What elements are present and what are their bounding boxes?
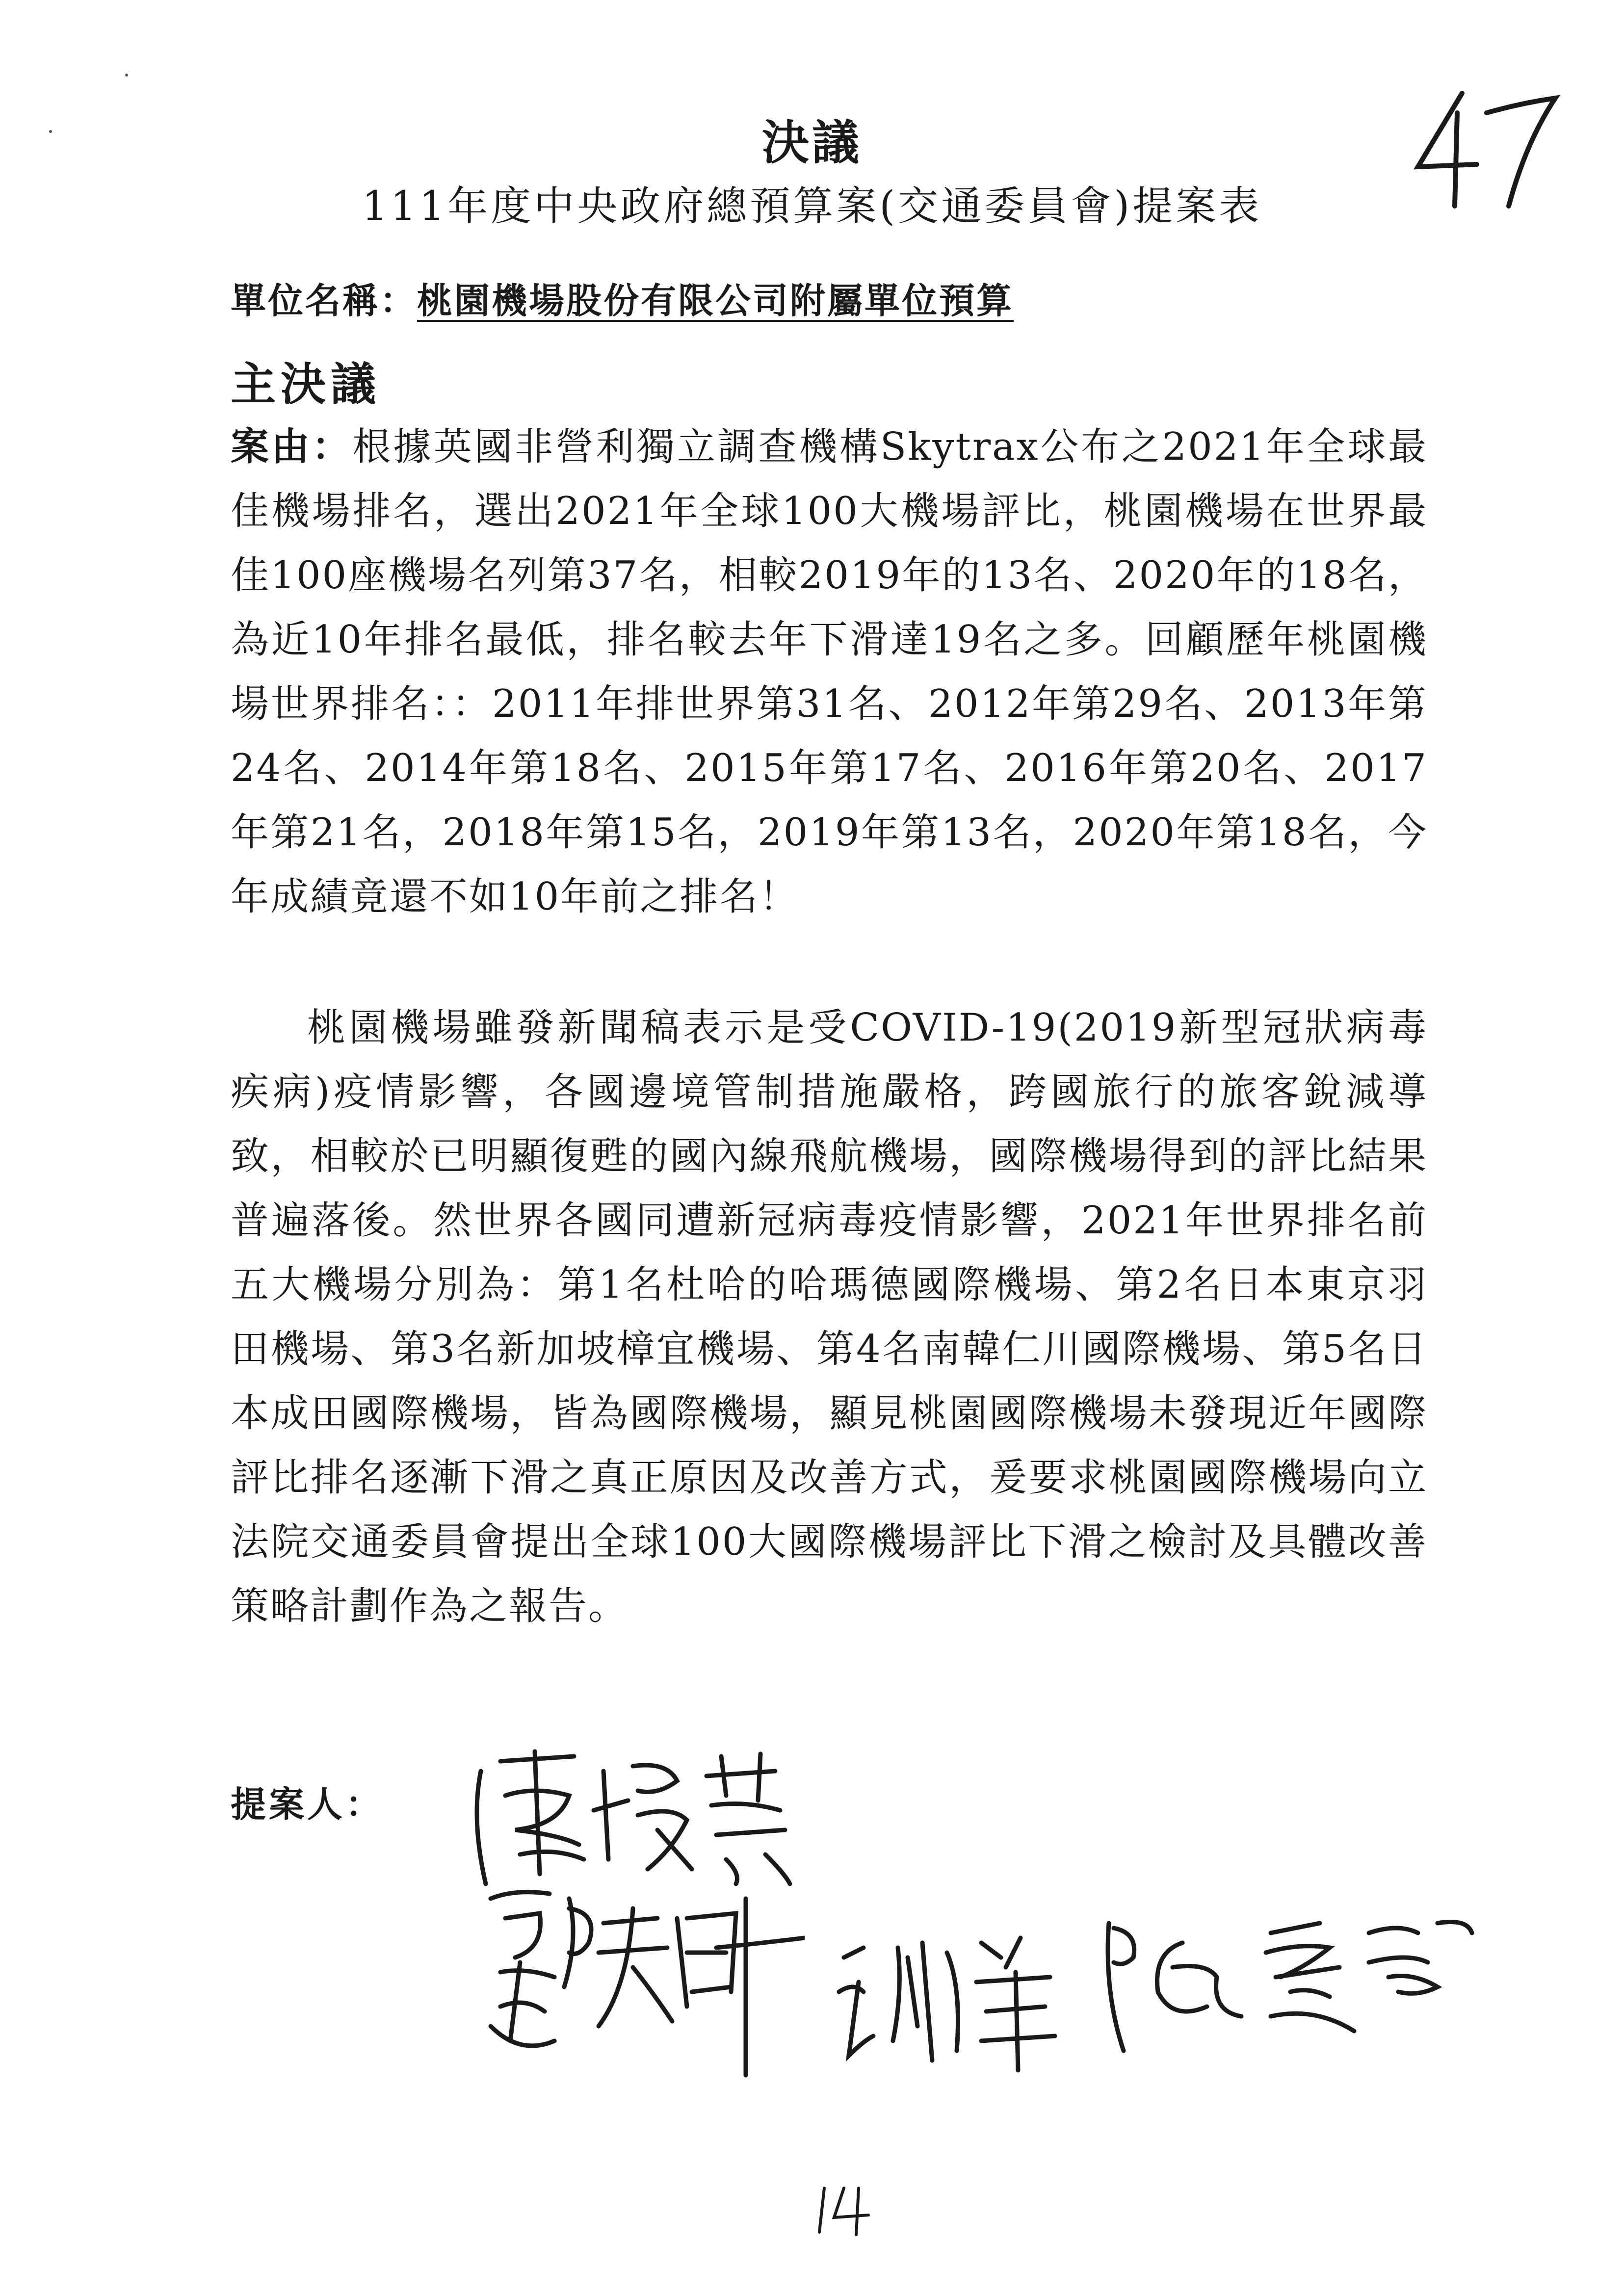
- reason-text: 根據英國非營利獨立調查機構Skytrax公布之2021年全球最佳機場排名，選出2021年全球100大機場評比，桃園機場在世界最佳100座機場名列第37名，相較2019年的13名、2020年的18名，為近10年排名最低，排名較去年下滑達19名之多。回顧歷年桃園機場世界排名：：2011年排世界第31名、2012年第29名、2013年第24名、2014年第18名、2015年第17名、2016年第20名、2017年第21名，2018年第15名，2019年第13名，2020年第18名，今年成績竟還不如10年前之排名！: [231, 425, 1428, 919]
- reason-paragraph: [231, 415, 1428, 929]
- proposer-label: 提案人：: [231, 1783, 384, 1825]
- handwritten-footer-page-number: [810, 2178, 888, 2237]
- section-heading: 主決議: [231, 358, 381, 411]
- signature-3: [834, 1928, 1065, 2075]
- reason-label: 案由：: [231, 424, 353, 469]
- unit-value: 桃園機場股份有限公司附屬單位預算: [417, 280, 1014, 321]
- body-paragraph-2: 桃園機場雖發新聞稿表示是受COVID-19(2019新型冠狀病毒疾病)疫情影響，各國邊境管制措施嚴格，跨國旅行的旅客銳減導致，相較於已明顯復甦的國內線飛航機場，國際機場得到的評比結果普遍落後。然世界各國同遭新冠病毒疫情影響，2021年世界排名前五大機場分別為：第1名杜哈的哈瑪德國際機場、第2名日本東京羽田機場、第3名新加坡樟宜機場、第4名南韓仁川國際機場、第5名日本成田國際機場，皆為國際機場，顯見桃園國際機場未發現近年國際評比排名逐漸下滑之真正原因及改善方式，爰要求桃園國際機場向立法院交通委員會提出全球100大國際機場評比下滑之檢討及具體改善策略計劃作為之報告。: [231, 1006, 1428, 1628]
- signature-4: [1094, 1894, 1477, 2061]
- signature-2: [471, 1879, 805, 2085]
- document-subtitle: 111年度中央政府總預算案(交通委員會)提案表: [362, 183, 1262, 230]
- scan-speck: [125, 74, 128, 77]
- unit-row: [231, 272, 1014, 323]
- unit-label: 單位名稱：: [231, 280, 418, 321]
- document-title: 決議: [762, 115, 862, 170]
- signature-1: [461, 1742, 795, 1889]
